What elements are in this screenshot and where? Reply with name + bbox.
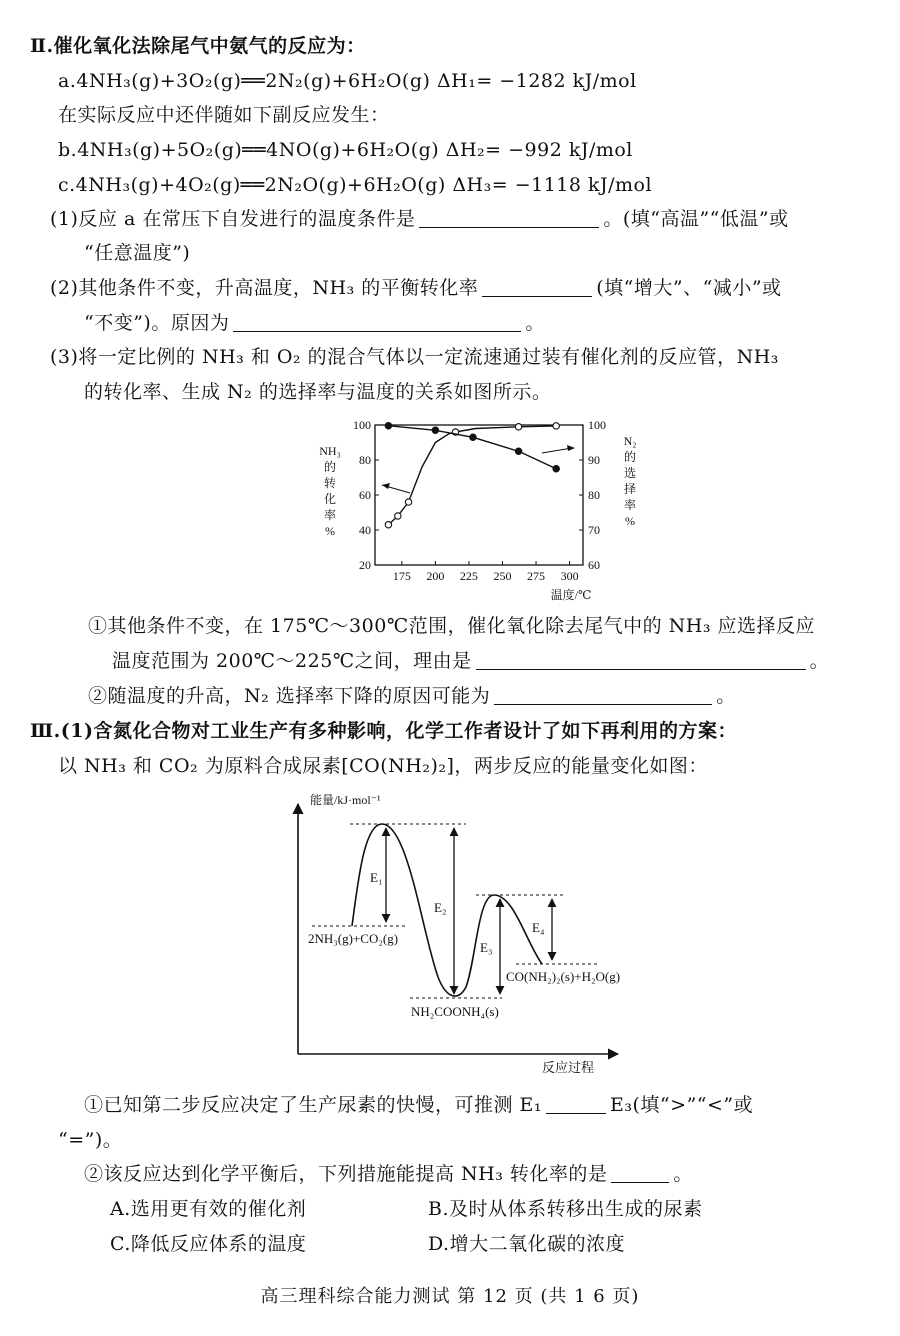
- part3-intro: 以 NH₃ 和 CO₂ 为原料合成尿素[CO(NH₂)₂]，两步反应的能量变化如图：: [58, 755, 708, 777]
- right-tick-label: 60: [588, 558, 600, 572]
- label-e3: E₃: [480, 940, 493, 955]
- answer-blank-choice[interactable]: [611, 1164, 669, 1183]
- sub-question-1-text: 温度范围为 200℃～225℃之间，理由是: [112, 650, 472, 672]
- label-e4: E₄: [532, 920, 545, 935]
- part3-question-2-text: ②该反应达到化学平衡后，下列措施能提高 NH₃ 转化率的是: [84, 1163, 608, 1185]
- pointer-left-arrowhead: [382, 483, 390, 489]
- question-1-text: (1)反应 a 在常压下自发进行的温度条件是: [50, 208, 416, 230]
- side-reaction-intro: 在实际反应中还伴随如下副反应发生：: [58, 104, 390, 126]
- right-axis-label-char: 择: [623, 482, 637, 496]
- series-1-point: [515, 424, 521, 430]
- right-axis-label-char: 的: [623, 450, 637, 464]
- question-3-line2: 的转化率、生成 N₂ 的选择率与温度的关系如图所示。: [84, 381, 552, 403]
- sub-question-2-text: ②随温度的升高，N₂ 选择率下降的原因可能为: [88, 685, 491, 707]
- label-reactants: 2NH₃(g)+CO₂(g): [308, 931, 399, 946]
- part3-question-1-hint: E₃(填“>”“<”或: [610, 1094, 754, 1116]
- sub-question-1-line2: [112, 649, 829, 673]
- energy-axis-y-label: 能量/kJ·mol⁻¹: [310, 793, 381, 807]
- pointer-right-arrow: [542, 448, 572, 453]
- series-2-point: [470, 434, 476, 440]
- question-2-text: (2)其他条件不变，升高温度，NH₃ 的平衡转化率: [50, 277, 479, 299]
- question-1-hint-cont: “任意温度”): [84, 242, 191, 264]
- x-tick-label: 300: [560, 569, 579, 583]
- left-tick-label: 60: [359, 488, 371, 502]
- answer-blank-sub1[interactable]: [476, 651, 806, 670]
- series-1-point: [395, 513, 401, 519]
- x-tick-label: 225: [459, 569, 478, 583]
- left-axis-label-char: 化: [323, 492, 337, 506]
- question-2: [50, 276, 782, 300]
- question-3-line1: (3)将一定比例的 NH₃ 和 O₂ 的混合气体以一定流速通过装有催化剂的反应管，NH₃: [50, 346, 779, 368]
- series-2-point: [515, 448, 521, 454]
- answer-blank-sub2[interactable]: [494, 686, 712, 705]
- energy-diagram: [280, 782, 640, 1082]
- part3-heading: Ⅲ.(1)含氮化合物对工业生产有多种影响，化学工作者设计了如下再利用的方案：: [30, 720, 737, 742]
- left-axis-label-char: 率: [323, 508, 337, 522]
- x-tick-label: 275: [527, 569, 546, 583]
- left-tick-label: 100: [353, 418, 371, 432]
- question-2-end: 。: [525, 312, 545, 334]
- right-tick-label: 70: [588, 523, 600, 537]
- right-tick-label: 80: [588, 488, 600, 502]
- question-1: [50, 207, 789, 231]
- answer-blank-q2b[interactable]: [233, 313, 521, 332]
- question-2-reason-label: “不变”)。原因为: [84, 312, 230, 334]
- x-axis-label: 温度/℃: [550, 588, 592, 602]
- label-e1: E₁: [370, 870, 383, 885]
- question-2-reason: [84, 311, 545, 335]
- series-2-line: [388, 426, 556, 469]
- energy-axis-x-label: 反应过程: [542, 1060, 595, 1075]
- part3-question-1: [84, 1093, 753, 1117]
- equation-b: b.4NH₃(g)+5O₂(g)══4NO(g)+6H₂O(g) ΔH₂= −992 kJ/mol: [58, 139, 633, 161]
- page-footer: 高三理科综合能力测试 第 12 页 (共 1 6 页): [260, 1286, 640, 1307]
- right-axis-label-char: 选: [623, 466, 637, 480]
- answer-blank-q2a[interactable]: [482, 278, 592, 297]
- series-2-point: [385, 423, 391, 429]
- left-axis-label-char: 转: [323, 476, 337, 490]
- part3-question-1-text: ①已知第二步反应决定了生产尿素的快慢，可推测 E₁: [84, 1094, 543, 1116]
- left-tick-label: 40: [359, 523, 371, 537]
- x-tick-label: 175: [392, 569, 411, 583]
- left-tick-label: 20: [359, 558, 371, 572]
- left-axis-label-char: %: [325, 524, 335, 538]
- sub-question-1-end: 。: [809, 650, 830, 672]
- sub-question-2-end: 。: [716, 685, 736, 707]
- right-axis-label-char: %: [625, 514, 635, 528]
- sub-question-1-line1: ①其他条件不变，在 175℃～300℃范围，催化氧化除去尾气中的 NH₃ 应选择反应: [88, 615, 815, 637]
- sub-question-2: [88, 684, 736, 708]
- left-axis-label-char: 的: [323, 460, 337, 474]
- right-tick-label: 90: [588, 453, 600, 467]
- label-intermediate: NH₂COONH₄(s): [411, 1004, 499, 1019]
- option-c[interactable]: C.降低反应体系的温度: [110, 1233, 307, 1255]
- right-axis-label-char: 率: [623, 498, 637, 512]
- series-1-point: [553, 423, 559, 429]
- equation-c: c.4NH₃(g)+4O₂(g)══2N₂O(g)+6H₂O(g) ΔH₃= −1118 kJ/mol: [58, 174, 653, 196]
- equation-a: a.4NH₃(g)+3O₂(g)══2N₂(g)+6H₂O(g) ΔH₁= −1282 kJ/mol: [58, 70, 637, 92]
- left-tick-label: 80: [359, 453, 371, 467]
- label-e2: E₂: [434, 900, 447, 915]
- label-products: CO(NH₂)₂(s)+H₂O(g): [506, 969, 621, 984]
- part3-question-1-cont: “=”)。: [58, 1129, 123, 1151]
- x-tick-label: 200: [426, 569, 445, 583]
- part2-heading: Ⅱ.催化氧化法除尾气中氨气的反应为：: [30, 35, 366, 57]
- part3-question-2: [84, 1162, 693, 1186]
- right-tick-label: 100: [588, 418, 606, 432]
- x-tick-label: 250: [493, 569, 512, 583]
- answer-blank-q1[interactable]: [419, 209, 599, 228]
- series-2-point: [432, 427, 438, 433]
- left-axis-label-char: NH₃: [319, 444, 341, 458]
- option-d[interactable]: D.增大二氧化碳的浓度: [428, 1233, 626, 1255]
- plot-frame: [375, 425, 583, 565]
- option-a[interactable]: A.选用更有效的催化剂: [110, 1198, 307, 1220]
- series-1-point: [405, 499, 411, 505]
- question-1-hint: 。(填“高温”“低温”或: [603, 208, 789, 230]
- option-b[interactable]: B.及时从体系转移出生成的尿素: [428, 1198, 703, 1220]
- question-2-hint: (填“增大”、“减小”或: [596, 277, 782, 299]
- answer-blank-compare[interactable]: [546, 1095, 606, 1114]
- conversion-selectivity-chart: [300, 415, 660, 605]
- part3-question-2-end: 。: [673, 1163, 693, 1185]
- series-1-point: [385, 522, 391, 528]
- pointer-right-arrowhead: [567, 445, 575, 451]
- series-2-point: [553, 466, 559, 472]
- right-axis-label-char: N₂: [623, 434, 637, 448]
